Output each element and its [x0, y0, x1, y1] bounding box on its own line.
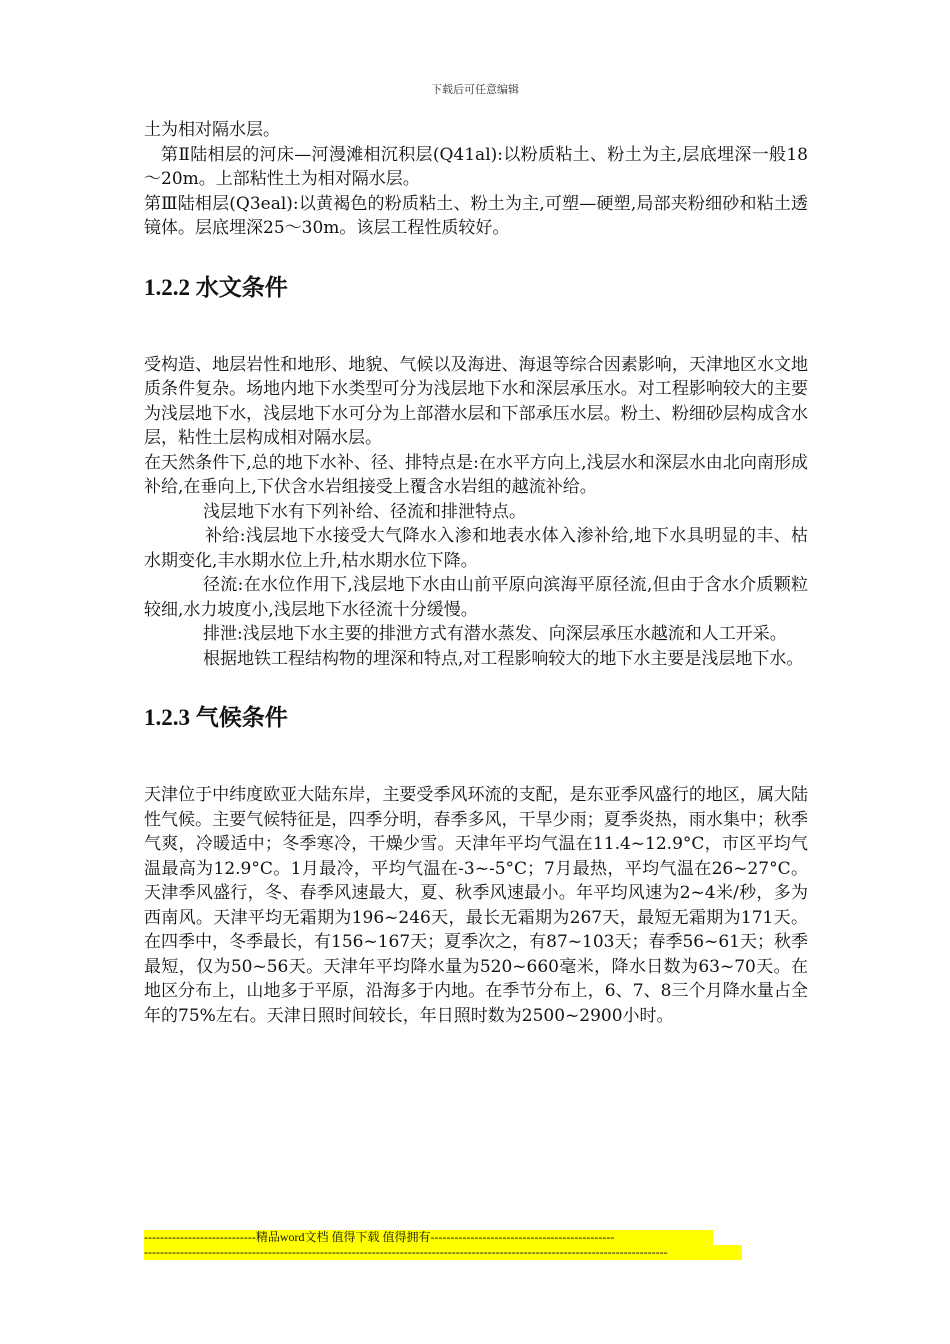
paragraph: 第Ⅲ陆相层(Q3eal):以黄褐色的粉质粘土、粉土为主,可塑—硬塑,局部夹粉细砂和粘土透镜体。层底埋深25～30m。该层工程性质较好。: [144, 193, 808, 238]
footer-banner: ----------------------------精品word文档 值得下载 值得拥有----------------------------------------------: [144, 1230, 713, 1245]
paragraph: 浅层地下水有下列补给、径流和排泄特点。: [203, 501, 526, 522]
section-heading-hydrology: 1.2.2 水文条件: [144, 274, 288, 300]
paragraph: 根据地铁工程结构物的埋深和特点,对工程影响较大的地下水主要是浅层地下水。: [203, 648, 804, 669]
paragraph: 排泄:浅层地下水主要的排泄方式有潜水蒸发、向深层承压水越流和人工开采。: [203, 624, 787, 644]
paragraph: 补给:浅层地下水接受大气降水入渗和地表水体入渗补给,地下水具明显的丰、枯水期变化,丰水期水位上升,枯水期水位下降。: [144, 526, 808, 571]
footer-rule: -----------------------------------------------------------------------------------------------------------------------------------: [144, 1245, 742, 1260]
paragraph: 第Ⅱ陆相层的河床—河漫滩相沉积层(Q41al):以粉质粘土、粉土为主,层底埋深一般18～20m。上部粘性土为相对隔水层。: [144, 144, 808, 189]
paragraph: 土为相对隔水层。: [144, 120, 280, 140]
page-footer: [144, 1230, 744, 1260]
page-header: 下载后可任意编辑: [431, 83, 519, 96]
document-body: [144, 118, 808, 1028]
section-heading-climate: 1.2.3 气候条件: [144, 705, 288, 730]
paragraph: 在天然条件下,总的地下水补、径、排特点是:在水平方向上,浅层水和深层水由北向南形成补给,在垂向上,下伏含水岩组接受上覆含水岩组的越流补给。: [144, 452, 808, 497]
paragraph: 受构造、地层岩性和地形、地貌、气候以及海进、海退等综合因素影响，天津地区水文地质条件复杂。场地内地下水类型可分为浅层地下水和深层承压水。对工程影响较大的主要为浅层地下水，浅层地下水可分为上部潜水层和下部承压水层。粉土、粉细砂层构成含水层，粘性土层构成相对隔水层。: [144, 354, 808, 448]
paragraph: 天津位于中纬度欧亚大陆东岸，主要受季风环流的支配，是东亚季风盛行的地区，属大陆性气候。主要气候特征是，四季分明，春季多风，干旱少雨；夏季炎热，雨水集中；秋季气爽，冷暖适中；冬季寒冷，干燥少雪。天津年平均气温在11.4~12.9°C，市区平均气温最高为12.9°C。1月最冷，平均气温在-3~-5°C；7月最热，平均气温在26~27°C。天津季风盛行，冬、春季风速最大，夏、秋季风速最小。年平均风速为2~4米/秒，多为西南风。天津平均无霜期为196~246天，最长无霜期为267天，最短无霜期为171天。在四季中，冬季最长，有156~167天；夏季次之，有87~103天；春季56~61天；秋季最短，仅为50~56天。天津年平均降水量为520~660毫米，降水日数为63~70天。在地区分布上，山地多于平原，沿海多于内地。在季节分布上，6、7、8三个月降水量占全年的75%左右。天津日照时间较长，年日照时数为2500~2900小时。: [144, 785, 808, 1026]
paragraph: 径流:在水位作用下,浅层地下水由山前平原向滨海平原径流,但由于含水介质颗粒较细,水力坡度小,浅层地下水径流十分缓慢。: [144, 575, 808, 620]
